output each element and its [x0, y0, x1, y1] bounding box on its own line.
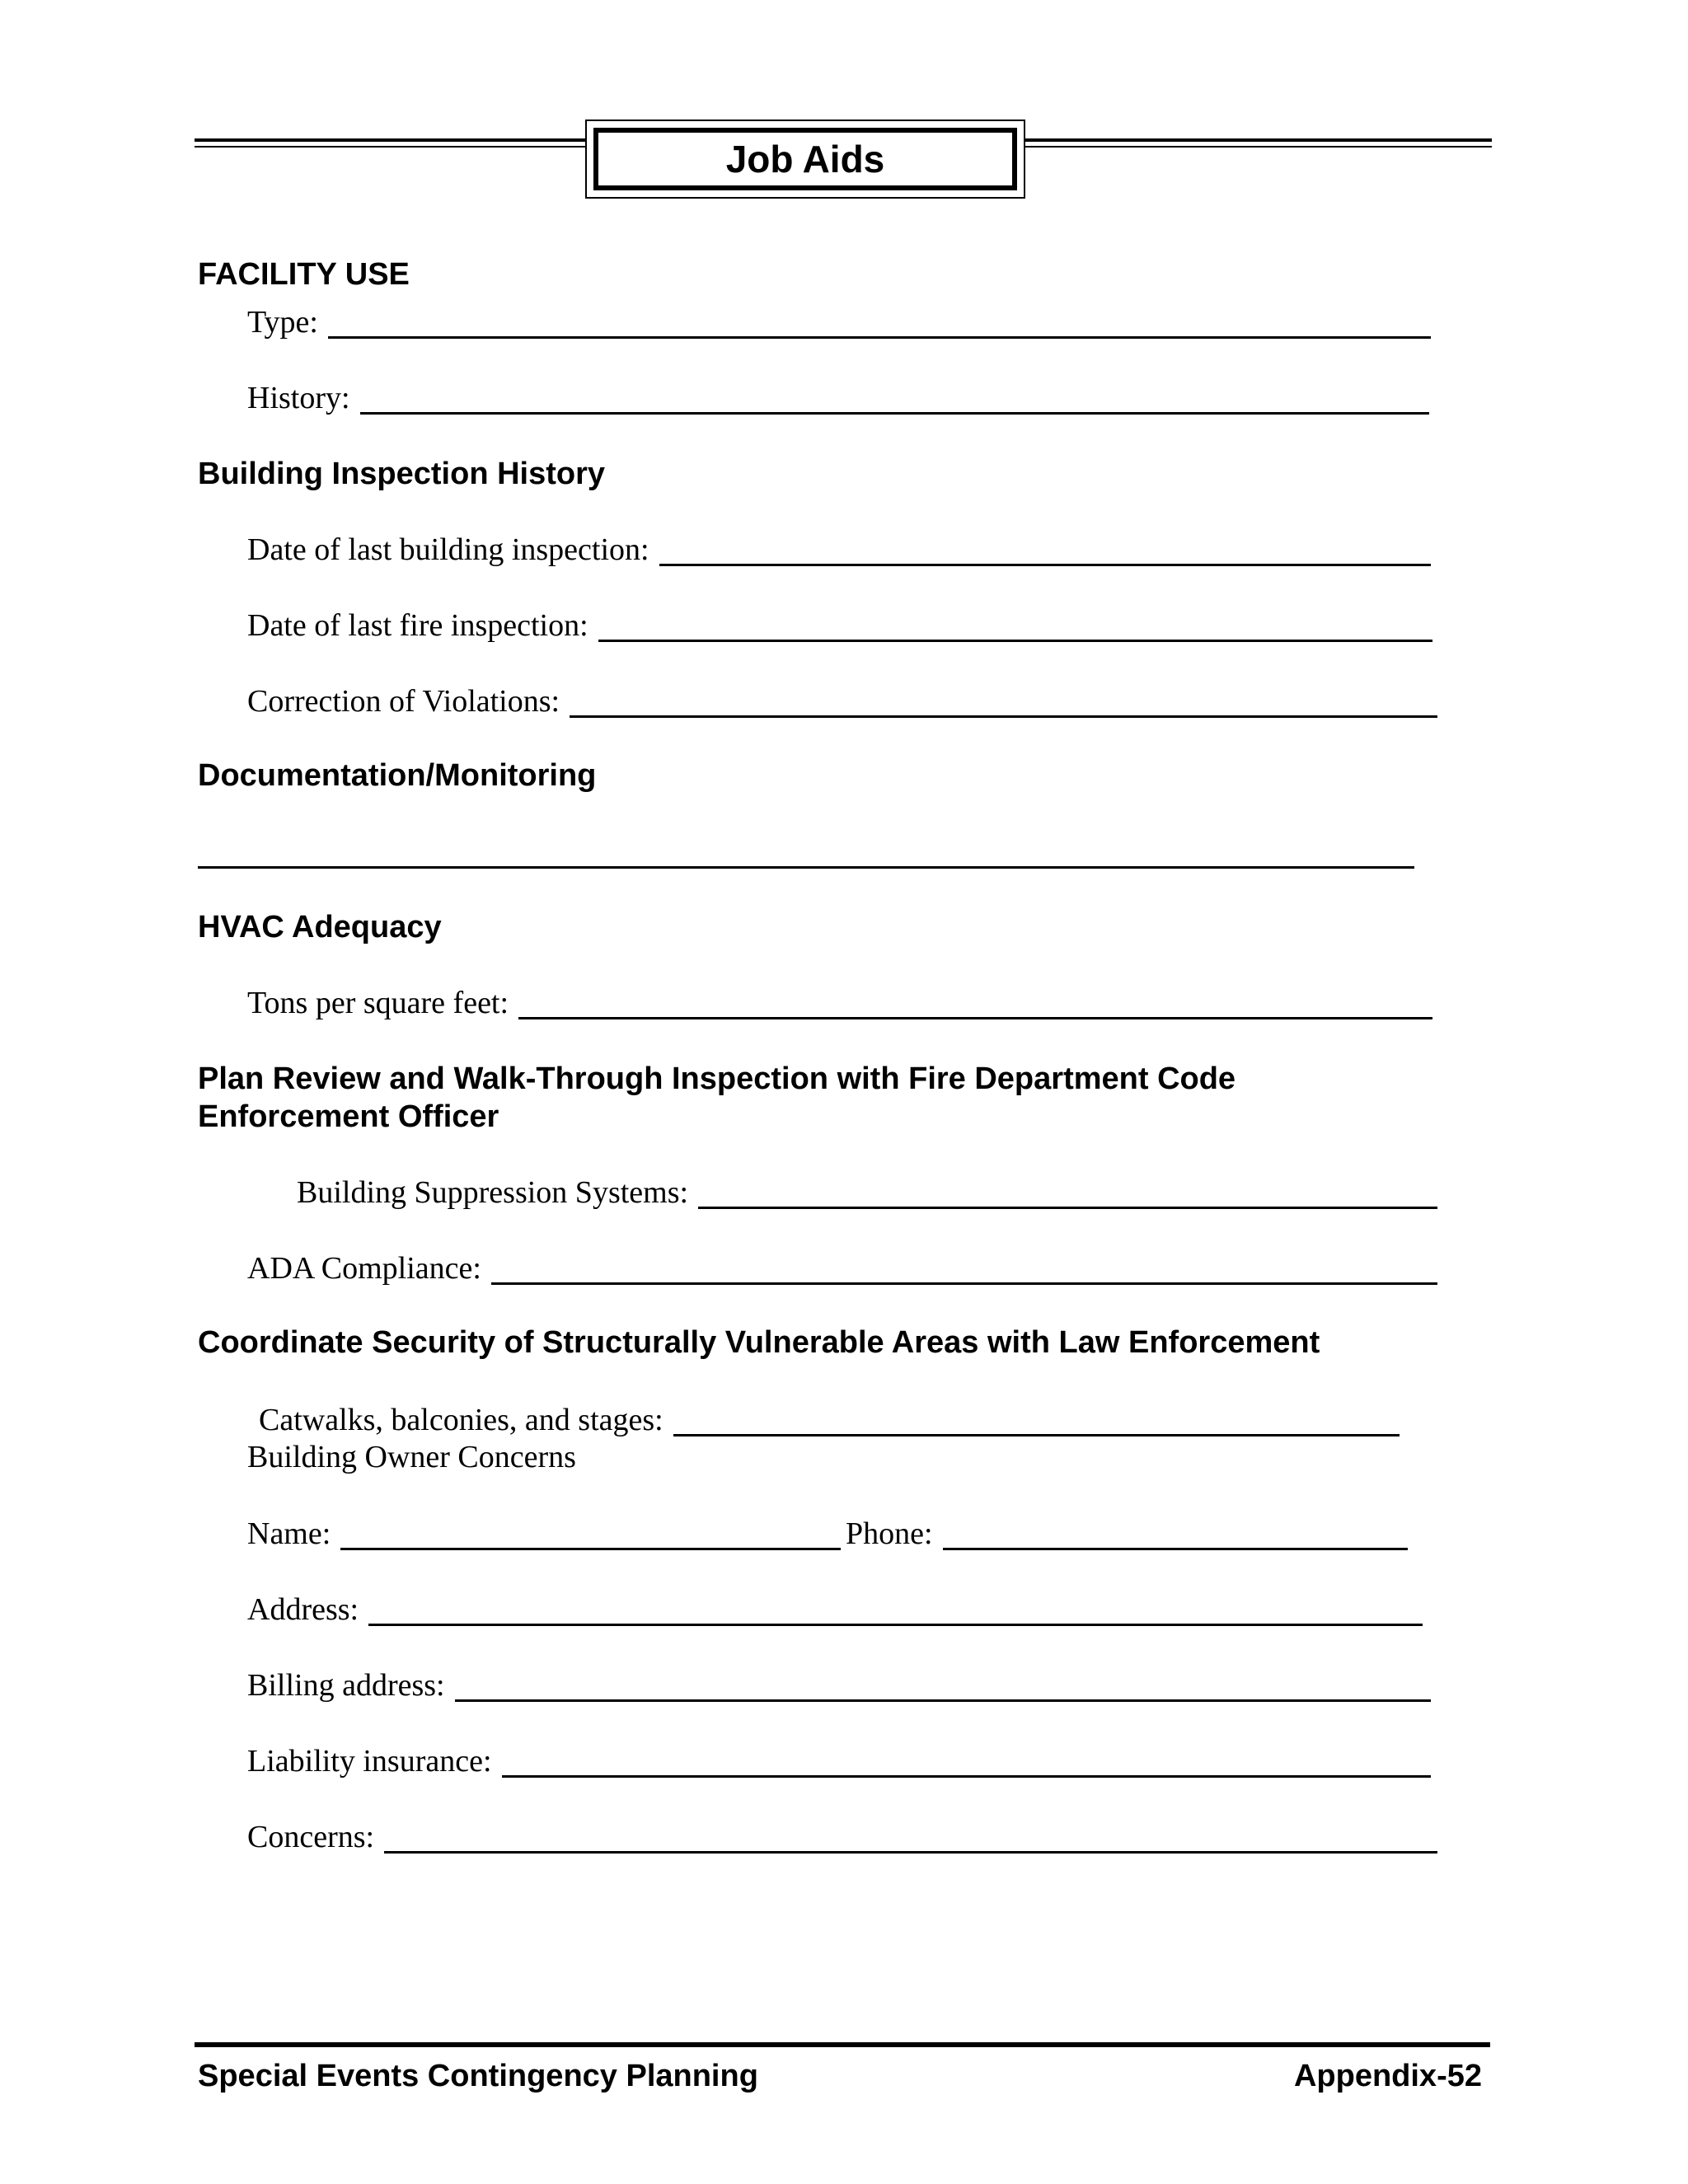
footer-rule	[195, 2042, 1490, 2047]
concerns-label: Concerns:	[247, 1820, 375, 1854]
history-blank[interactable]	[360, 379, 1429, 415]
catwalks-blank[interactable]	[673, 1401, 1400, 1436]
billing-address-field[interactable]	[247, 1666, 1431, 1704]
building-owner-concerns-text: Building Owner Concerns	[247, 1440, 576, 1474]
header-rule-right	[1024, 138, 1492, 142]
plan-review-heading-line1: Plan Review and Walk-Through Inspection with Fire Department Code	[198, 1062, 1236, 1096]
history-field[interactable]	[247, 379, 1429, 416]
header-rule-left	[195, 138, 587, 142]
liability-insurance-label: Liability insurance:	[247, 1744, 492, 1779]
billing-address-label: Billing address:	[247, 1668, 445, 1703]
catwalks-field[interactable]	[259, 1401, 1400, 1438]
suppression-systems-label: Building Suppression Systems:	[297, 1175, 689, 1210]
plan-review-heading-line2: Enforcement Officer	[198, 1099, 499, 1134]
footer-document-title: Special Events Contingency Planning	[198, 2059, 758, 2093]
building-inspection-heading: Building Inspection History	[198, 457, 606, 491]
suppression-systems-field[interactable]	[297, 1174, 1437, 1211]
tons-per-sqft-field[interactable]	[247, 984, 1432, 1021]
history-label: History:	[247, 381, 350, 415]
name-field[interactable]	[247, 1515, 841, 1552]
tons-per-sqft-blank[interactable]	[518, 984, 1432, 1019]
catwalks-label: Catwalks, balconies, and stages:	[259, 1403, 663, 1437]
address-blank[interactable]	[368, 1591, 1423, 1626]
phone-label: Phone:	[846, 1516, 933, 1551]
name-label: Name:	[247, 1516, 331, 1551]
type-blank[interactable]	[328, 303, 1431, 339]
last-building-inspection-label: Date of last building inspection:	[247, 532, 649, 567]
correction-violations-label: Correction of Violations:	[247, 684, 560, 719]
last-fire-inspection-blank[interactable]	[598, 607, 1432, 642]
documentation-blank[interactable]	[198, 866, 1414, 869]
documentation-heading: Documentation/Monitoring	[198, 758, 597, 793]
correction-violations-field[interactable]	[247, 682, 1437, 719]
facility-use-heading: FACILITY USE	[198, 257, 410, 292]
correction-violations-blank[interactable]	[570, 682, 1437, 718]
concerns-field[interactable]	[247, 1818, 1437, 1855]
ada-compliance-field[interactable]	[247, 1249, 1437, 1286]
page-title: Job Aids	[593, 128, 1017, 190]
liability-insurance-blank[interactable]	[502, 1742, 1431, 1778]
security-heading: Coordinate Security of Structurally Vulnerable Areas with Law Enforcement	[198, 1325, 1320, 1360]
last-building-inspection-field[interactable]	[247, 531, 1431, 568]
last-fire-inspection-label: Date of last fire inspection:	[247, 608, 588, 643]
ada-compliance-label: ADA Compliance:	[247, 1251, 481, 1286]
last-fire-inspection-field[interactable]	[247, 607, 1432, 644]
type-field[interactable]	[247, 303, 1431, 340]
phone-field[interactable]	[846, 1515, 1408, 1552]
address-field[interactable]	[247, 1591, 1423, 1628]
ada-compliance-blank[interactable]	[491, 1249, 1437, 1285]
last-building-inspection-blank[interactable]	[659, 531, 1431, 566]
footer-page-number: Appendix-52	[1293, 2059, 1482, 2093]
address-label: Address:	[247, 1592, 359, 1627]
header-rule-right-thin	[1024, 146, 1492, 148]
billing-address-blank[interactable]	[455, 1666, 1431, 1702]
name-blank[interactable]	[340, 1515, 841, 1550]
liability-insurance-field[interactable]	[247, 1742, 1431, 1779]
concerns-blank[interactable]	[384, 1818, 1437, 1854]
tons-per-sqft-label: Tons per square feet:	[247, 986, 509, 1020]
type-label: Type:	[247, 305, 318, 340]
phone-blank[interactable]	[943, 1515, 1408, 1550]
suppression-systems-blank[interactable]	[698, 1174, 1437, 1209]
header-rule-left-thin	[195, 146, 587, 148]
title-box	[585, 120, 1025, 199]
hvac-heading: HVAC Adequacy	[198, 910, 442, 944]
